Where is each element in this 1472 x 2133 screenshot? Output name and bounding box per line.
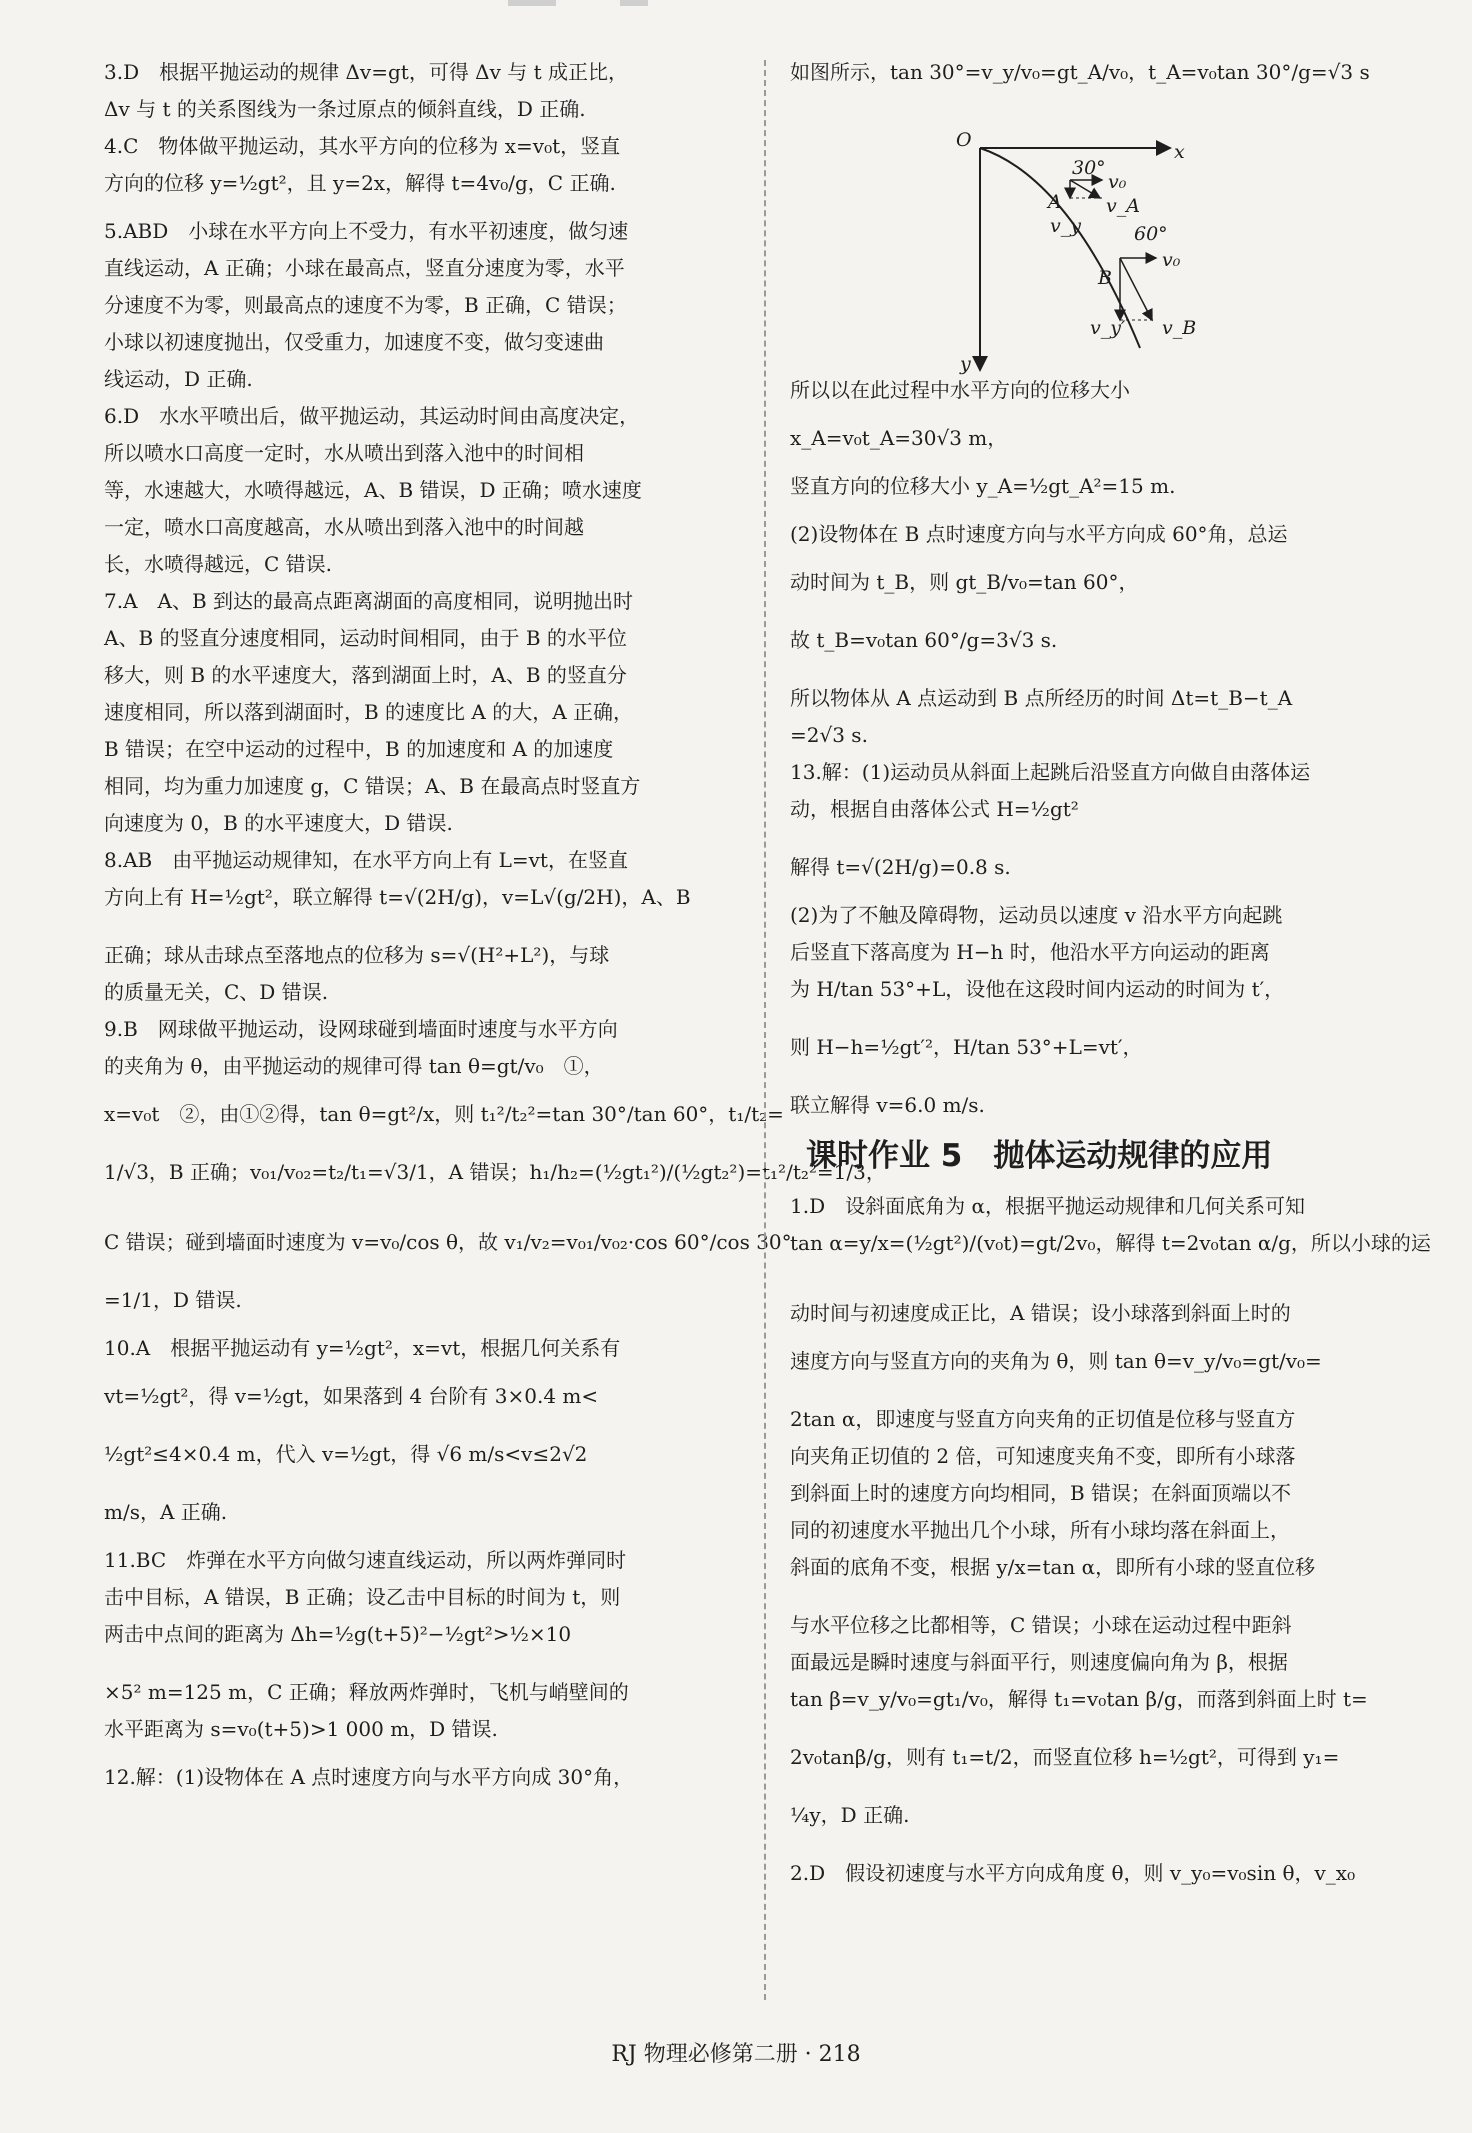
text-line: 所以喷水口高度一定时，水从喷出到落入池中的时间相: [104, 441, 584, 465]
text-line: 9.B 网球做平抛运动，设网球碰到墙面时速度与水平方向: [104, 1017, 618, 1041]
text-line: 移大，则 B 的水平速度大，落到湖面上时，A、B 的竖直分: [104, 663, 627, 687]
right-mid-text: [790, 378, 1376, 1130]
va-label: v_A: [1106, 195, 1140, 217]
text-line: tan β=v_y/v₀=gt₁/v₀，解得 t₁=v₀tan β/g，而落到斜面上时 t=: [790, 1687, 1368, 1711]
text-line: 1.D 设斜面底角为 α，根据平抛运动规律和几何关系可知: [790, 1194, 1305, 1218]
text-line: 4.C 物体做平抛运动，其水平方向的位移为 x=v₀t，竖直: [104, 134, 621, 158]
text-line: vt=½gt²，得 v=½gt，如果落到 4 台阶有 3×0.4 m<: [104, 1384, 599, 1408]
text-line: 方向的位移 y=½gt²，且 y=2x，解得 t=4v₀/g，C 正确.: [104, 171, 616, 195]
text-line: ×5² m=125 m，C 正确；释放两炸弹时，飞机与峭壁间的: [104, 1680, 629, 1704]
angle-b-label: 60°: [1134, 223, 1168, 245]
text-line: 与水平位移之比都相等，C 错误；小球在运动过程中距斜: [790, 1613, 1292, 1637]
text-line: 1/√3，B 正确；v₀₁/v₀₂=t₂/t₁=√3/1，A 错误；h₁/h₂=(½gt₁²)/(½gt₂²)=t₁²/t₂²=1/3，: [104, 1160, 886, 1184]
text-line: 长，水喷得越远，C 错误.: [104, 552, 333, 576]
text-line: 所以物体从 A 点运动到 B 点所经历的时间 Δt=t_B−t_A: [790, 686, 1293, 710]
x-axis-label: x: [1174, 141, 1185, 163]
section-title: 课时作业 5 抛体运动规律的应用: [806, 1138, 1273, 1174]
scan-mark: [620, 0, 648, 6]
text-line: x_A=v₀t_A=30√3 m，: [790, 426, 1008, 450]
text-line: 后竖直下落高度为 H−h 时，他沿水平方向运动的距离: [790, 940, 1270, 964]
text-line: 为 H/tan 53°+L，设他在这段时间内运动的时间为 t′，: [790, 977, 1285, 1001]
text-line: 3.D 根据平抛运动的规律 Δv=gt，可得 Δv 与 t 成正比，: [104, 60, 629, 84]
text-line: 动时间与初速度成正比，A 错误；设小球落到斜面上时的: [790, 1301, 1291, 1325]
text-line: 的夹角为 θ，由平抛运动的规律可得 tan θ=gt/v₀ ①，: [104, 1054, 604, 1078]
projectile-diagram: [790, 108, 1350, 378]
text-line: 联立解得 v=6.0 m/s.: [790, 1093, 985, 1117]
vx-b-label: v₀: [1162, 249, 1181, 271]
text-line: 相同，均为重力加速度 g，C 错误；A、B 在最高点时竖直方: [104, 774, 641, 798]
page-footer: RJ 物理必修第二册 · 218: [611, 2042, 861, 2067]
point-b-label: B: [1098, 267, 1112, 289]
angle-a-label: 30°: [1072, 157, 1106, 179]
scan-mark: [508, 0, 556, 6]
text-line: m/s，A 正确.: [104, 1500, 228, 1524]
point-a-label: A: [1048, 191, 1062, 213]
text-line: 动，根据自由落体公式 H=½gt²: [790, 797, 1079, 821]
text-line: 12.解：(1)设物体在 A 点时速度方向与水平方向成 30°角，: [104, 1765, 634, 1789]
text-line: 等，水速越大，水喷得越远，A、B 错误，D 正确；喷水速度: [104, 478, 642, 502]
vb-label: v_B: [1162, 317, 1197, 339]
text-line: ¼y，D 正确.: [790, 1803, 910, 1827]
right-bottom-text: [790, 1194, 1431, 1898]
text-line: 分速度不为零，则最高点的速度不为零，B 正确，C 错误；: [104, 293, 627, 317]
text-line: (2)设物体在 B 点时速度方向与水平方向成 60°角，总运: [790, 522, 1288, 546]
right-top-text: [790, 60, 1376, 108]
text-line: 同的初速度水平抛出几个小球，所有小球均落在斜面上，: [790, 1518, 1290, 1542]
text-line: B 错误；在空中运动的过程中，B 的加速度和 A 的加速度: [104, 737, 614, 761]
text-line: 斜面的底角不变，根据 y/x=tan α，即所有小球的竖直位移: [790, 1555, 1316, 1579]
vx-a-label: v₀: [1108, 171, 1127, 193]
text-line: 到斜面上时的速度方向均相同，B 错误；在斜面顶端以不: [790, 1481, 1292, 1505]
text-line: 水平距离为 s=v₀(t+5)>1 000 m，D 错误.: [104, 1717, 498, 1741]
text-line: 的质量无关，C、D 错误.: [104, 980, 329, 1004]
text-line: A、B 的竖直分速度相同，运动时间相同，由于 B 的水平位: [104, 626, 627, 650]
text-line: 向速度为 0，B 的水平速度大，D 错误.: [104, 811, 453, 835]
vb-arrow: [1120, 258, 1152, 320]
text-line: tan α=y/x=(½gt²)/(v₀t)=gt/2v₀，解得 t=2v₀tan α/g，所以小球的运: [790, 1231, 1431, 1255]
projectile-diagram-svg: [790, 108, 1350, 378]
text-line: 线运动，D 正确.: [104, 367, 253, 391]
right-column: [790, 60, 1431, 1898]
text-line: =2√3 s.: [790, 723, 868, 747]
text-line: C 错误；碰到墙面时速度为 v=v₀/cos θ，故 v₁/v₂=v₀₁/v₀₂·cos 60°/cos 30°: [104, 1230, 792, 1254]
text-line: 则 H−h=½gt′²，H/tan 53°+L=vt′，: [790, 1035, 1143, 1059]
text-line: 2.D 假设初速度与水平方向成角度 θ，则 v_y₀=v₀sin θ，v_x₀: [790, 1861, 1356, 1885]
text-line: 2v₀tanβ/g，则有 t₁=t/2，而竖直位移 h=½gt²，可得到 y₁=: [790, 1745, 1340, 1769]
origin-label: O: [956, 129, 972, 151]
text-line: 故 t_B=v₀tan 60°/g=3√3 s.: [790, 628, 1058, 652]
text-line: 一定，喷水口高度越高，水从喷出到落入池中的时间越: [104, 515, 584, 539]
text-line: 13.解：(1)运动员从斜面上起跳后沿竖直方向做自由落体运: [790, 760, 1311, 784]
text-line: 动时间为 t_B，则 gt_B/v₀=tan 60°，: [790, 570, 1139, 594]
text-line: 5.ABD 小球在水平方向上不受力，有水平初速度，做匀速: [104, 219, 629, 243]
text-line: 解得 t=√(2H/g)=0.8 s.: [790, 855, 1011, 879]
text-line: 击中目标，A 错误，B 正确；设乙击中目标的时间为 t，则: [104, 1585, 621, 1609]
text-line: 正确；球从击球点至落地点的位移为 s=√(H²+L²)，与球: [104, 943, 610, 967]
text-line: 如图所示，tan 30°=v_y/v₀=gt_A/v₀，t_A=v₀tan 30°/g=√3 s: [790, 60, 1370, 84]
text-line: 6.D 水水平喷出后，做平抛运动，其运动时间由高度决定，: [104, 404, 640, 428]
text-line: 方向上有 H=½gt²，联立解得 t=√(2H/g)，v=L√(g/2H)，A、B: [104, 885, 691, 909]
text-line: ½gt²≤4×0.4 m，代入 v=½gt，得 √6 m/s<v≤2√2: [104, 1442, 588, 1466]
vy-b-label: v_y′: [1090, 317, 1126, 339]
text-line: 11.BC 炸弹在水平方向做匀速直线运动，所以两炸弹同时: [104, 1548, 627, 1572]
y-axis-label: y: [960, 353, 971, 375]
text-line: =1/1，D 错误.: [104, 1288, 242, 1312]
text-line: (2)为了不触及障碍物，运动员以速度 v 沿水平方向起跳: [790, 903, 1283, 927]
text-line: 速度方向与竖直方向的夹角为 θ，则 tan θ=v_y/v₀=gt/v₀=: [790, 1349, 1322, 1373]
va-arrow: [1070, 180, 1100, 198]
text-line: 2tan α，即速度与竖直方向夹角的正切值是位移与竖直方: [790, 1407, 1296, 1431]
text-line: 7.A A、B 到达的最高点距离湖面的高度相同，说明抛出时: [104, 589, 634, 613]
text-line: 所以以在此过程中水平方向的位移大小: [790, 378, 1130, 402]
vy-a-label: v_y: [1050, 215, 1081, 237]
text-line: 10.A 根据平抛运动有 y=½gt²，x=vt，根据几何关系有: [104, 1336, 621, 1360]
text-line: 直线运动，A 正确；小球在最高点，竖直分速度为零，水平: [104, 256, 625, 280]
text-line: 小球以初速度抛出，仅受重力，加速度不变，做匀变速曲: [104, 330, 604, 354]
text-line: 向夹角正切值的 2 倍，可知速度夹角不变，即所有小球落: [790, 1444, 1296, 1468]
text-line: x=v₀t ②，由①②得，tan θ=gt²/x，则 t₁²/t₂²=tan 30°/tan 60°，t₁/t₂=: [104, 1102, 784, 1126]
text-line: 两击中点间的距离为 Δh=½g(t+5)²−½gt²>½×10: [104, 1622, 572, 1646]
text-line: 8.AB 由平抛运动规律知，在水平方向上有 L=vt，在竖直: [104, 848, 628, 872]
text-line: 竖直方向的位移大小 y_A=½gt_A²=15 m.: [790, 474, 1176, 498]
text-line: 面最远是瞬时速度与斜面平行，则速度偏向角为 β，根据: [790, 1650, 1288, 1674]
text-line: 速度相同，所以落到湖面时，B 的速度比 A 的大，A 正确，: [104, 700, 634, 724]
column-divider: [764, 60, 766, 2000]
text-line: Δv 与 t 的关系图线为一条过原点的倾斜直线，D 正确.: [104, 97, 586, 121]
